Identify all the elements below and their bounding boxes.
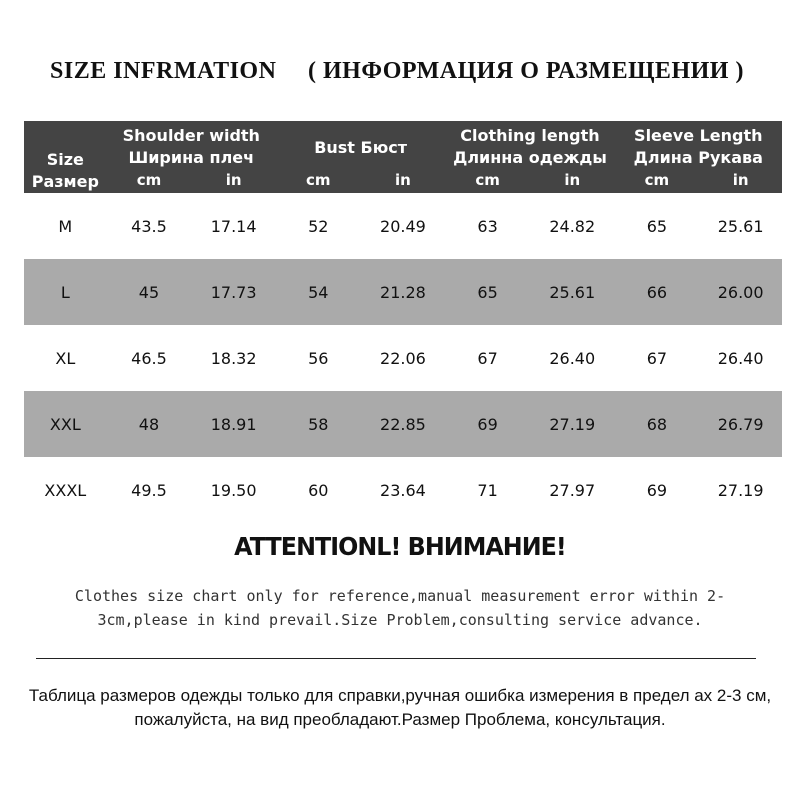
header-shoulder-width [107,121,276,169]
disclaimer-english: Clothes size chart only for reference,manual measurement error within 2-3cm,please in kind prevail.Size Problem,consulting service advance. [74,587,726,629]
table-row [24,325,782,391]
value-cell: 46.5 [131,348,167,368]
value-cell: 48 [138,414,160,434]
value-cell: 56 [308,348,329,368]
header-bust [276,121,445,169]
value-cell: 26.40 [549,348,596,368]
disclaimer-russian: Таблица размеров одежды только для справки,ручная ошибка измерения в предел ах 2-3 см, пожалуйста, на вид преобладают.Размер Проблема, консультация. [28,686,772,729]
size-cell: XXL [49,414,81,434]
header-label: Bust Бюст [314,138,408,157]
value-cell: 67 [646,348,668,368]
value-cell: 69 [646,480,668,500]
unit-cm: cm [475,171,500,189]
value-cell: 65 [477,282,498,302]
header-label: Shoulder width [122,126,260,145]
header-size-en: Size [46,150,84,169]
unit-cm: cm [136,171,162,189]
value-cell: 25.61 [717,216,764,236]
header-label: Длинна одежды [453,148,607,167]
size-table [24,121,782,523]
header-label: Clothing length [460,126,600,145]
page-title [40,58,780,98]
attention-heading: ATTENTIONL! ВНИМАНИЕ! [234,532,566,561]
value-cell: 71 [477,480,498,500]
value-cell: 18.91 [210,414,257,434]
size-cell: XXXL [44,480,87,500]
header-size-ru: Размер [31,172,99,191]
value-cell: 19.50 [210,480,257,500]
value-cell: 69 [477,414,498,434]
value-cell: 52 [308,216,329,236]
unit-in: in [732,171,749,189]
value-cell: 66 [646,282,668,302]
value-cell: 45 [138,282,160,302]
header-label: Длина Рукава [633,148,763,167]
value-cell: 26.00 [717,282,764,302]
value-cell: 21.28 [380,282,426,302]
title-russian: ( ИНФОРМАЦИЯ О РАЗМЕЩЕНИИ ) [308,58,744,84]
header-size [24,121,107,193]
value-cell: 18.32 [210,348,257,368]
header-sleeve-length [615,121,782,169]
header-label: Ширина плеч [128,148,255,167]
value-cell: 17.14 [210,216,257,236]
value-cell: 23.64 [380,480,426,500]
value-cell: 68 [646,414,668,434]
table-row [24,193,782,259]
divider [36,658,756,659]
value-cell: 63 [477,216,498,236]
value-cell: 17.73 [210,282,257,302]
table-units-row [24,169,782,193]
value-cell: 43.5 [131,216,167,236]
unit-in: in [395,171,411,189]
value-cell: 65 [646,216,668,236]
value-cell: 27.19 [717,480,764,500]
value-cell: 54 [308,282,329,302]
size-cell: L [60,282,70,302]
title-english: SIZE INFRMATION [50,58,277,84]
value-cell: 58 [308,414,329,434]
table-row [24,391,782,457]
value-cell: 60 [308,480,329,500]
header-label: Sleeve Length [634,126,763,145]
value-cell: 25.61 [549,282,596,302]
table-row [24,259,782,325]
table-row [24,457,782,523]
value-cell: 24.82 [549,216,596,236]
value-cell: 27.19 [549,414,596,434]
value-cell: 22.85 [380,414,426,434]
unit-cm: cm [306,171,331,189]
size-cell: XL [55,348,76,368]
value-cell: 67 [477,348,498,368]
table-header-row [24,121,782,169]
header-clothing-length [445,121,614,169]
size-cell: M [58,216,73,236]
unit-cm: cm [644,171,670,189]
value-cell: 26.40 [717,348,764,368]
value-cell: 26.79 [717,414,764,434]
unit-in: in [225,171,242,189]
value-cell: 49.5 [131,480,167,500]
value-cell: 20.49 [380,216,426,236]
value-cell: 27.97 [549,480,596,500]
value-cell: 22.06 [380,348,426,368]
unit-in: in [564,171,581,189]
